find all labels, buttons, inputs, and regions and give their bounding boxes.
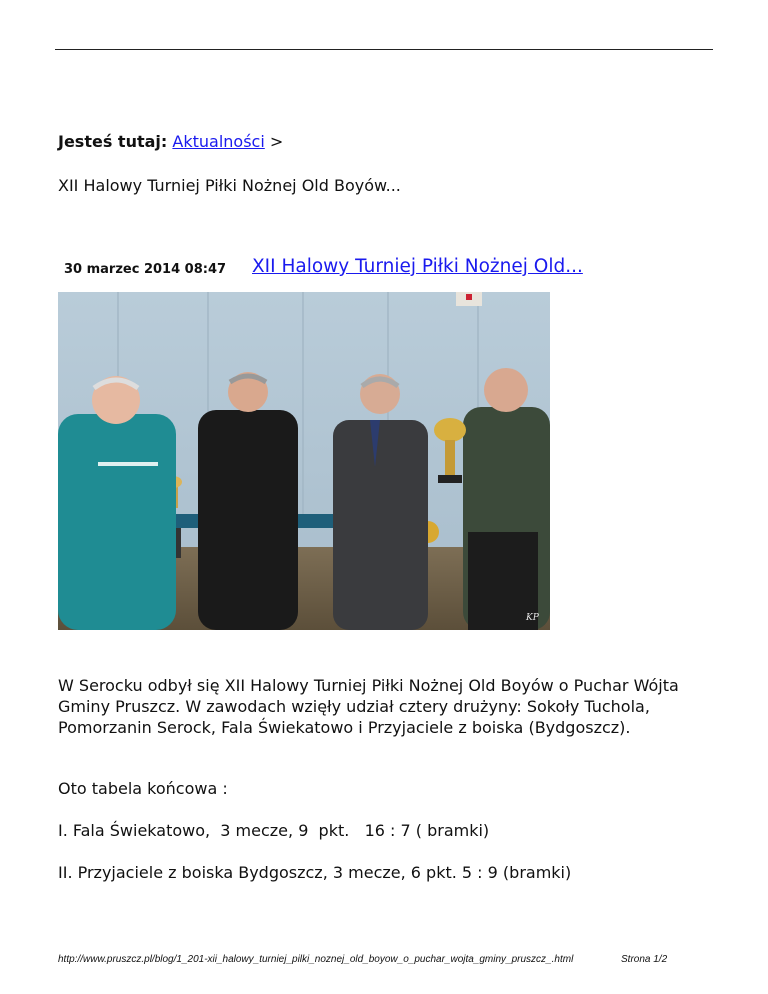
results-heading: Oto tabela końcowa : — [58, 779, 228, 798]
photo-watermark: KP — [526, 613, 539, 623]
article-photo — [58, 292, 550, 630]
result-row-1: I. Fala Świekatowo, 3 mecze, 9 pkt. 16 : 7 ( bramki) — [58, 821, 490, 840]
article-intro — [58, 675, 728, 738]
article-title-link[interactable]: XII Halowy Turniej Piłki Nożnej Old... — [252, 256, 583, 277]
footer-page-number: Strona 1/2 — [621, 954, 668, 965]
article-intro-paragraph: W Serocku odbył się XII Halowy Turniej Piłki Nożnej Old Boyów o Puchar Wójta Gminy Pruszcz. W zawodach wzięły udział cztery drużyny: Sokoły Tuchola, Pomorzanin Serock, Fala Świekatowo i Przyjaciele z boiska (Bydgoszcz). — [58, 676, 679, 737]
breadcrumb-link-aktualnosci[interactable]: Aktualności — [172, 132, 265, 151]
breadcrumb-label: Jesteś tutaj: — [58, 132, 168, 151]
result-row-2: II. Przyjaciele z boiska Bydgoszcz, 3 mecze, 6 pkt. 5 : 9 (bramki) — [58, 863, 572, 882]
footer-url: http://www.pruszcz.pl/blog/1_201-xii_halowy_turniej_pilki_noznej_old_boyow_o_puchar_wojta_gminy_pruszcz_.html — [58, 954, 574, 965]
breadcrumb-separator: > — [269, 132, 284, 151]
breadcrumb — [58, 131, 283, 153]
article-date: 30 marzec 2014 08:47 — [64, 262, 227, 277]
top-divider — [55, 49, 713, 50]
breadcrumb-current: XII Halowy Turniej Piłki Nożnej Old Boyów... — [58, 176, 401, 195]
